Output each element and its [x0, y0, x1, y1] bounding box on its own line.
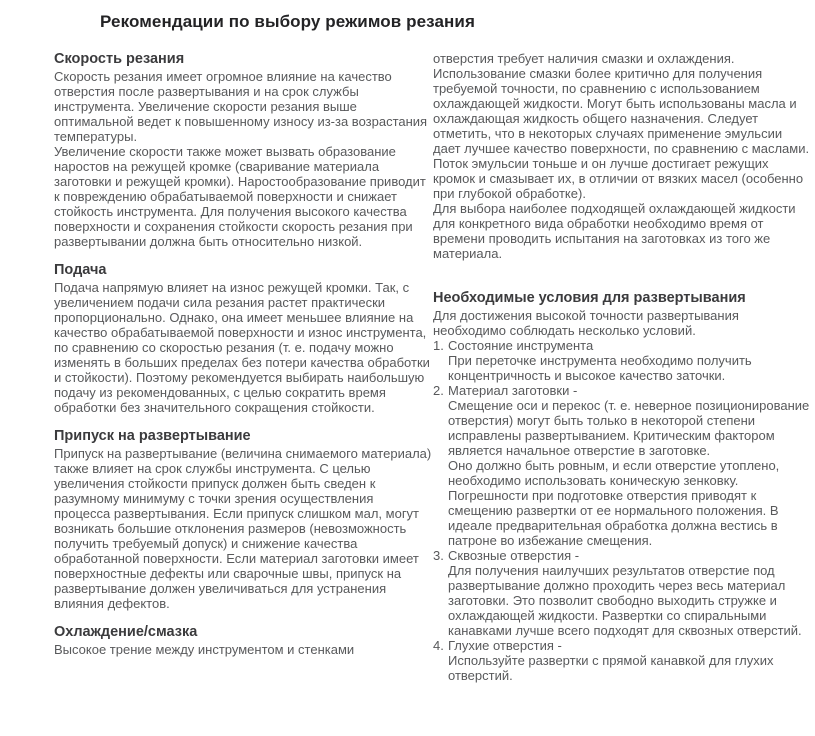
section-cutting-speed: [54, 51, 433, 249]
list-item-tool-condition: [433, 338, 812, 383]
paragraph-cooling-continuation-2: Для выбора наиболее подходящей охлаждающей жидкости для конкретного вида обработки необходимо время от времени проводить испытания на заготовках из того же материала.: [433, 201, 796, 261]
list-item-content: [448, 338, 812, 383]
paragraph-cooling-lubrication-1: Высокое трение между инструментом и стенками: [54, 642, 355, 657]
paragraph-cutting-speed-1: Скорость резания имеет огромное влияние на качество отверстия после развертывания и на срок службы инструмента. Увеличение скорости резания выше оптимальной ведет к повышенному износу из-за возрастания температуры.: [54, 69, 428, 144]
list-item-content: [448, 548, 812, 638]
section-reaming-conditions: [433, 290, 812, 683]
paragraph-reaming-allowance-1: Припуск на развертывание (величина снимаемого материала) также влияет на срок службы инструмента. С целью увеличения стойкости припуск должен быть сведен к разумному минимуму с точки зрения осуществления процесса развертывания. Если припуск слишком мал, могут возникать большие отклонения размеров (невозможность получить требуемый допуск) и снижение качества обработанной поверхности. Если материал заготовки имеет поверхностные дефекты или сварочные швы, припуск на развертывание должен увеличиваться для устранения влияния дефектов.: [54, 446, 432, 611]
list-item-title: Состояние инструмента: [448, 338, 594, 353]
section-heading-feed: Подача: [54, 262, 107, 278]
list-item-paragraph: Оно должно быть ровным, и если отверстие утоплено, необходимо использовать коническую зенковку. Погрешности при подготовке отверстия приводят к смещению развертки от ее нормального положения. В идеале предварительная обработка должна вестись в патроне во избежание смещения.: [448, 458, 780, 548]
list-item-paragraph: При переточке инструмента необходимо получить концентричность и высокое качество заточки.: [448, 353, 752, 383]
list-item-content: [448, 383, 812, 548]
section-reaming-allowance: [54, 428, 433, 611]
list-item-title: Глухие отверстия -: [448, 638, 562, 653]
conditions-list: [433, 338, 812, 683]
list-item-blind-holes: [433, 638, 812, 683]
list-item-paragraph: Для получения наилучших результатов отверстие под развертывание должно проходить через весь материал заготовки. Это позволит свободно выходить стружке и охлаждающей жидкости. Развертки со спиральными канавками лучше всего подходят для сквозных отверстий.: [448, 563, 802, 638]
paragraph-cooling-continuation-1: отверстия требует наличия смазки и охлаждения. Использование смазки более критично для получения требуемой точности, по сравнению с использованием охлаждающей жидкости. Могут быть использованы масла и охлаждающая жидкость общего назначения. Следует отметить, что в некоторых случаях применение эмульсии дает лучшее качество поверхности, по сравнению с маслами. Поток эмульсии тоньше и он лучше достигает режущих кромок и смазывает их, в отличии от вязких масел (особенно при глубокой обработке).: [433, 51, 810, 201]
section-feed: [54, 262, 433, 415]
list-item-workpiece-material: [433, 383, 812, 548]
two-column-layout: [54, 51, 815, 696]
left-column: [54, 51, 433, 696]
section-heading-reaming-conditions: Необходимые условия для развертывания: [433, 290, 746, 306]
list-item-number: 4.: [433, 638, 444, 653]
list-item-through-holes: [433, 548, 812, 638]
list-item-title: Сквозные отверстия -: [448, 548, 580, 563]
section-heading-reaming-allowance: Припуск на развертывание: [54, 428, 251, 444]
list-item-number: 3.: [433, 548, 444, 563]
section-heading-cooling-lubrication: Охлаждение/смазка: [54, 624, 198, 640]
list-item-title: Материал заготовки -: [448, 383, 578, 398]
paragraph-cutting-speed-2: Увеличение скорости также может вызвать образование наростов на режущей кромке (сваривание материала заготовки и режущей кромки). Наростообразование приводит к повреждению обрабатываемой поверхности и снижает стойкость инструмента. Для получения высокого качества поверхности и сохранения стойкости скорость резания при развертывании должна быть относительно низкой.: [54, 144, 426, 249]
paragraph-feed-1: Подача напрямую влияет на износ режущей кромки. Так, с увеличением подачи сила резания растет практически пропорционально. Однако, она имеет меньшее влияние на качество обрабатываемой поверхности и износ инструмента, по сравнению со скоростью резания (т. е. подачу можно изменять в больших пределах без потери качества обработки и стойкости). Поэтому рекомендуется выбирать наибольшую подачу из рекомендованных, с целью сократить время обработки без значительного сокращения стойкости.: [54, 280, 430, 415]
page-title: Рекомендации по выбору режимов резания: [100, 12, 475, 31]
list-item-content: [448, 638, 812, 683]
list-item-number: 2.: [433, 383, 444, 398]
right-column: [433, 51, 812, 696]
section-cooling-lubrication: [54, 624, 433, 657]
section-heading-cutting-speed: Скорость резания: [54, 51, 185, 67]
list-item-paragraph: Используйте развертки с прямой канавкой для глухих отверстий.: [448, 653, 774, 683]
list-item-paragraph: Смещение оси и перекос (т. е. неверное позиционирование отверстия) могут быть только в некоторой степени исправлены развертыванием. Критическим фактором является начальное отверстие в заготовке.: [448, 398, 810, 458]
list-item-number: 1.: [433, 338, 444, 353]
paragraph-conditions-intro: Для достижения высокой точности развертывания необходимо соблюдать несколько условий.: [433, 308, 739, 338]
